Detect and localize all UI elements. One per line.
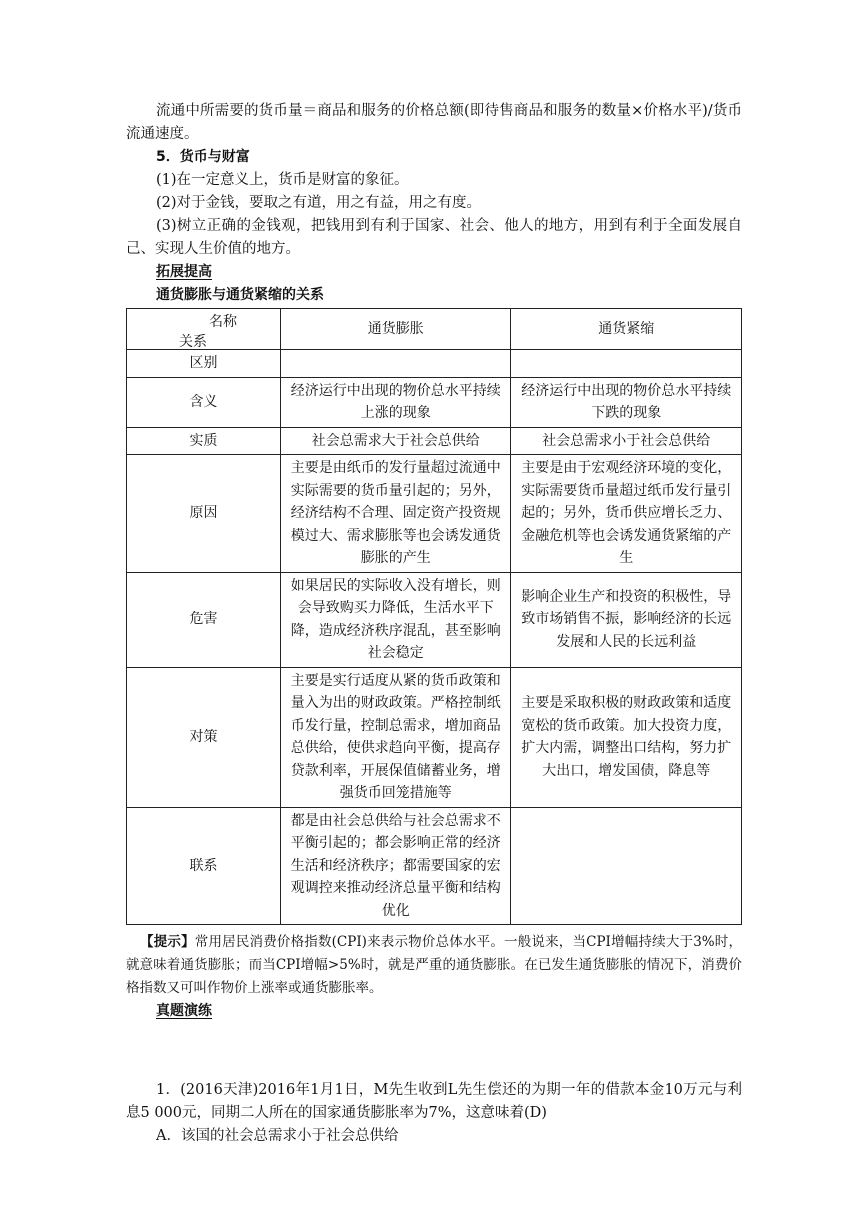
- tip-paragraph: [126, 931, 742, 1000]
- cell-deflation: 影响企业生产和投资的积极性，导致市场销售不振，影响经济的长远发展和人民的长远利益: [511, 572, 742, 667]
- cell-connection-empty: [511, 807, 742, 925]
- row-label-cause: 原因: [127, 455, 281, 573]
- header-inflation: 通货膨胀: [281, 309, 511, 350]
- practice-option-a: A．该国的社会总需求小于社会总供给: [156, 1128, 399, 1144]
- table-row: [127, 667, 742, 807]
- cell-deflation: [511, 350, 742, 378]
- cell-inflation: 主要是实行适度从紧的货币政策和量入为出的财政政策。严格控制纸币发行量，控制总需求，增加商品总供给，使供求趋向平衡，提高存贷款利率，开展保值储蓄业务，增强货币回笼措施等: [281, 667, 511, 807]
- row-label-difference: 区别: [127, 350, 281, 378]
- comparison-table: [126, 308, 742, 925]
- header-diagonal-cell: [127, 309, 281, 350]
- row-label-essence: 实质: [127, 427, 281, 455]
- table-title: 通货膨胀与通货紧缩的关系: [156, 287, 324, 303]
- cell-inflation: 社会总需求大于社会总供给: [281, 427, 511, 455]
- cell-deflation: 主要是由于宏观经济环境的变化，实际需要货币量超过纸币发行量引起的；另外，货币供应增长乏力、金融危机等也会诱发通货紧缩的产生: [511, 455, 742, 573]
- row-label-meaning: 含义: [127, 377, 281, 427]
- practice-question: 1．(2016天津)2016年1月1日，M先生收到L先生偿还的为期一年的借款本金10万元与利息5 000元，同期二人所在的国家通货膨胀率为7%，这意味着(D): [126, 1082, 742, 1121]
- cell-connection: 都是由社会总供给与社会总需求不平衡引起的；都会影响正常的经济生活和经济秩序；都需要国家的宏观调控来推动经济总量平衡和结构优化: [281, 807, 511, 925]
- section-5-item-2: (2)对于金钱，要取之有道，用之有益，用之有度。: [156, 195, 482, 211]
- cell-inflation: [281, 350, 511, 378]
- row-label-connection: 联系: [127, 807, 281, 925]
- header-relation-label: 关系: [179, 334, 207, 350]
- table-row: [127, 455, 742, 573]
- section-5-item-1: (1)在一定意义上，货币是财富的象征。: [156, 172, 409, 188]
- cell-deflation: 经济运行中出现的物价总水平持续下跌的现象: [511, 377, 742, 427]
- table-row: [127, 572, 742, 667]
- tip-label: 【提示】: [140, 934, 195, 950]
- row-label-countermeasure: 对策: [127, 667, 281, 807]
- cell-inflation: 经济运行中出现的物价总水平持续上涨的现象: [281, 377, 511, 427]
- row-label-harm: 危害: [127, 572, 281, 667]
- practice-heading: 真题演练: [156, 1003, 212, 1019]
- section-5-item-3: (3)树立正确的金钱观，把钱用到有利于国家、社会、他人的地方，用到有利于全面发展自己、实现人生价值的地方。: [126, 218, 742, 257]
- header-name-label: 名称: [209, 314, 237, 330]
- section-5-heading: 5．货币与财富: [156, 149, 250, 165]
- table-row: [127, 350, 742, 378]
- header-deflation: 通货紧缩: [511, 309, 742, 350]
- document-body: [126, 100, 742, 1148]
- cell-deflation: 主要是采取积极的财政政策和适度宽松的货币政策。加大投资力度，扩大内需，调整出口结构，努力扩大出口，增发国债，降息等: [511, 667, 742, 807]
- table-row: [127, 427, 742, 455]
- extension-heading: 拓展提高: [156, 264, 212, 280]
- table-row: [127, 807, 742, 925]
- cell-inflation: 如果居民的实际收入没有增长，则会导致购买力降低，生活水平下降，造成经济秩序混乱，甚至影响社会稳定: [281, 572, 511, 667]
- table-header-row: [127, 309, 742, 350]
- tip-text: 常用居民消费价格指数(CPI)来表示物价总体水平。一般说来，当CPI增幅持续大于3%时，就意味着通货膨胀；而当CPI增幅>5%时，就是严重的通货膨胀。在已发生通货膨胀的情况下，消费价格指数又可叫作物价上涨率或通货膨胀率。: [126, 934, 742, 996]
- cell-inflation: 主要是由纸币的发行量超过流通中实际需要的货币量引起的；另外，经济结构不合理、固定资产投资规模过大、需求膨胀等也会诱发通货膨胀的产生: [281, 455, 511, 573]
- formula-paragraph: 流通中所需要的货币量＝商品和服务的价格总额(即待售商品和服务的数量×价格水平)/货币流通速度。: [126, 103, 742, 142]
- table-row: [127, 377, 742, 427]
- cell-deflation: 社会总需求小于社会总供给: [511, 427, 742, 455]
